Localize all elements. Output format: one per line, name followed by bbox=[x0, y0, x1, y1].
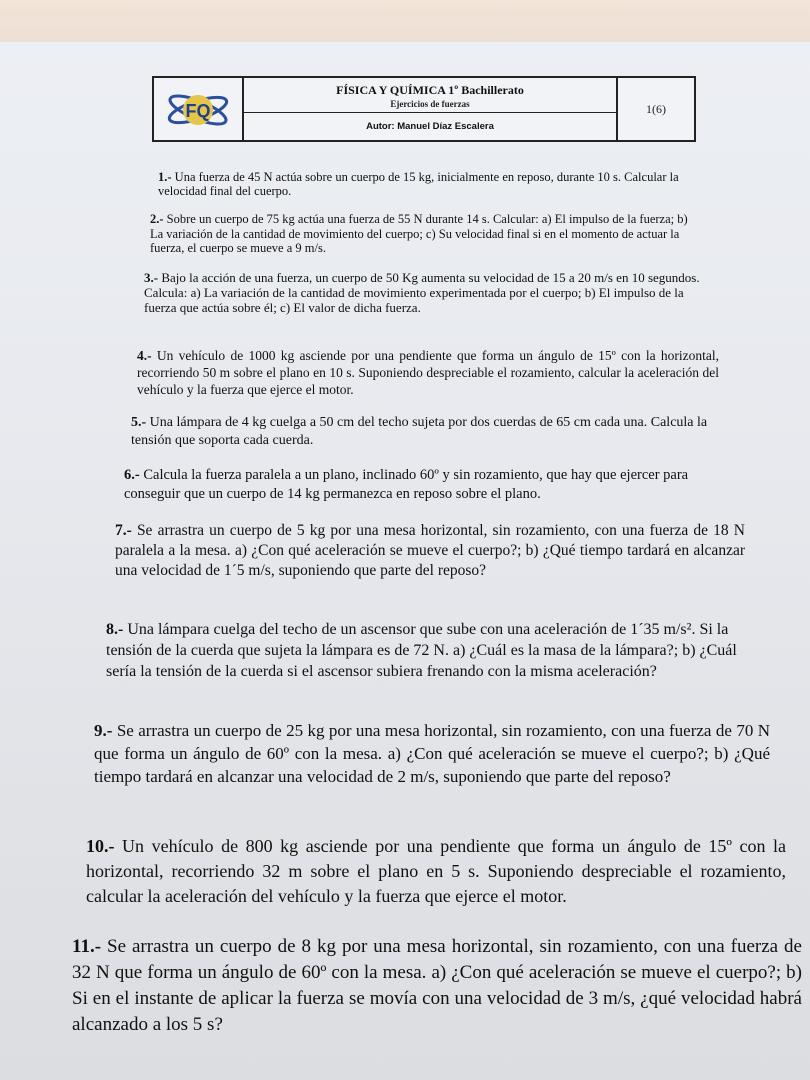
question-text: Sobre un cuerpo de 75 kg actúa una fuerza de 55 N durante 14 s. Calcular: a) El impulso de la fuerza; b) La variación de la cantidad de movimiento del cuerpo; c) Su velocidad final si en el momento de actuar la fuerza, el cuerpo se mueve a 9 m/s. bbox=[150, 212, 688, 255]
question-number: 6.- bbox=[124, 467, 140, 483]
question-4 bbox=[137, 347, 719, 398]
worksheet-subtitle: Ejercicios de fuerzas bbox=[390, 99, 470, 109]
question-11 bbox=[72, 934, 802, 1038]
question-text: Se arrastra un cuerpo de 5 kg por una mesa horizontal, sin rozamiento, con una fuerza de 18 N paralela a la mesa. a) ¿Con qué aceleración se mueve el cuerpo?; b) ¿Qué tiempo tardará en alcanzar una velocidad de 1´5 m/s, suponiendo que parte del reposo? bbox=[115, 522, 745, 579]
question-7 bbox=[115, 521, 745, 581]
question-9 bbox=[94, 719, 770, 788]
question-10 bbox=[86, 834, 786, 909]
question-text: Un vehículo de 1000 kg asciende por una pendiente que forma un ángulo de 15º con la horizontal, recorriendo 50 m sobre el plano en 10 s. Suponiendo despreciable el rozamiento, calcular la aceleración del vehículo y la fuerza que ejerce el motor. bbox=[137, 348, 720, 397]
question-text: Bajo la acción de una fuerza, un cuerpo de 50 Kg aumenta su velocidad de 15 a 20 m/s en 10 segundos. Calcula: a) La variación de la cantidad de movimiento experimentada por el cuerpo; b) El impulso de la fuerza que actúa sobre él; c) El valor de dicha fuerza. bbox=[144, 270, 700, 315]
question-text: Calcula la fuerza paralela a un plano, inclinado 60º y sin rozamiento, que hay que ejercer para conseguir que un cuerpo de 14 kg permanezca en reposo sobre el plano. bbox=[124, 467, 689, 502]
fq-atom-logo-icon bbox=[154, 78, 242, 140]
question-number: 10.- bbox=[86, 836, 115, 856]
question-number: 7.- bbox=[115, 522, 132, 539]
header-table bbox=[152, 76, 696, 142]
question-8 bbox=[106, 619, 752, 682]
question-text: Se arrastra un cuerpo de 25 kg por una mesa horizontal, sin rozamiento, con una fuerza de 70 N que forma un ángulo de 60º con la mesa. a) ¿Con qué aceleración se mueve el cuerpo?; b) ¿Qué tiempo tardará en alcanzar una velocidad de 2 m/s, suponiendo que parte del reposo? bbox=[94, 721, 770, 786]
page-number: 1(6) bbox=[616, 78, 694, 140]
question-number: 9.- bbox=[94, 721, 113, 740]
question-number: 1.- bbox=[158, 170, 172, 184]
question-number: 8.- bbox=[106, 621, 124, 638]
course-title: FÍSICA Y QUÍMICA 1º Bachillerato bbox=[336, 83, 524, 97]
question-text: Una lámpara de 4 kg cuelga a 50 cm del techo sujeta por dos cuerdas de 65 cm cada una. Calcula la tensión que soporta cada cuerda. bbox=[131, 415, 708, 448]
question-3 bbox=[144, 270, 700, 315]
question-5 bbox=[131, 414, 723, 450]
logo-text: FQ bbox=[185, 101, 211, 121]
title-row bbox=[244, 78, 616, 113]
question-text: Una fuerza de 45 N actúa sobre un cuerpo de 15 kg, inicialmente en reposo, durante 10 s. Calcular la velocidad final del cuerpo. bbox=[158, 170, 679, 198]
question-number: 3.- bbox=[144, 270, 159, 285]
question-text: Un vehículo de 800 kg asciende por una pendiente que forma un ángulo de 15º con la horizontal, recorriendo 32 m sobre el plano en 5 s. Suponiendo despreciable el rozamiento, calcular la aceleración del vehículo y la fuerza que ejerce el motor. bbox=[86, 836, 786, 906]
author-line: Autor: Manuel Díaz Escalera bbox=[366, 121, 494, 132]
question-6 bbox=[124, 466, 736, 504]
question-number: 2.- bbox=[150, 212, 164, 226]
question-text: Una lámpara cuelga del techo de un ascensor que sube con una aceleración de 1´35 m/s². Si la tensión de la cuerda que sujeta la lámpara es de 72 N. a) ¿Cuál es la masa de la lámpara?; b) ¿Cuál sería la tensión de la cuerda si el ascensor subiera frenando con la misma aceleración? bbox=[106, 621, 737, 680]
question-number: 5.- bbox=[131, 415, 147, 430]
question-text: Se arrastra un cuerpo de 8 kg por una mesa horizontal, sin rozamiento, con una fuerza de 32 N que forma un ángulo de 60º con la mesa. a) ¿Con qué aceleración se mueve el cuerpo?; b) Si en el instante de aplicar la fuerza se movía con una velocidad de 3 m/s, ¿qué velocidad habrá alcanzado a los 5 s? bbox=[72, 936, 802, 1035]
logo-cell bbox=[154, 78, 244, 140]
question-number: 4.- bbox=[137, 348, 152, 363]
question-2 bbox=[150, 212, 698, 256]
question-number: 11.- bbox=[72, 936, 102, 957]
question-1 bbox=[158, 170, 692, 198]
